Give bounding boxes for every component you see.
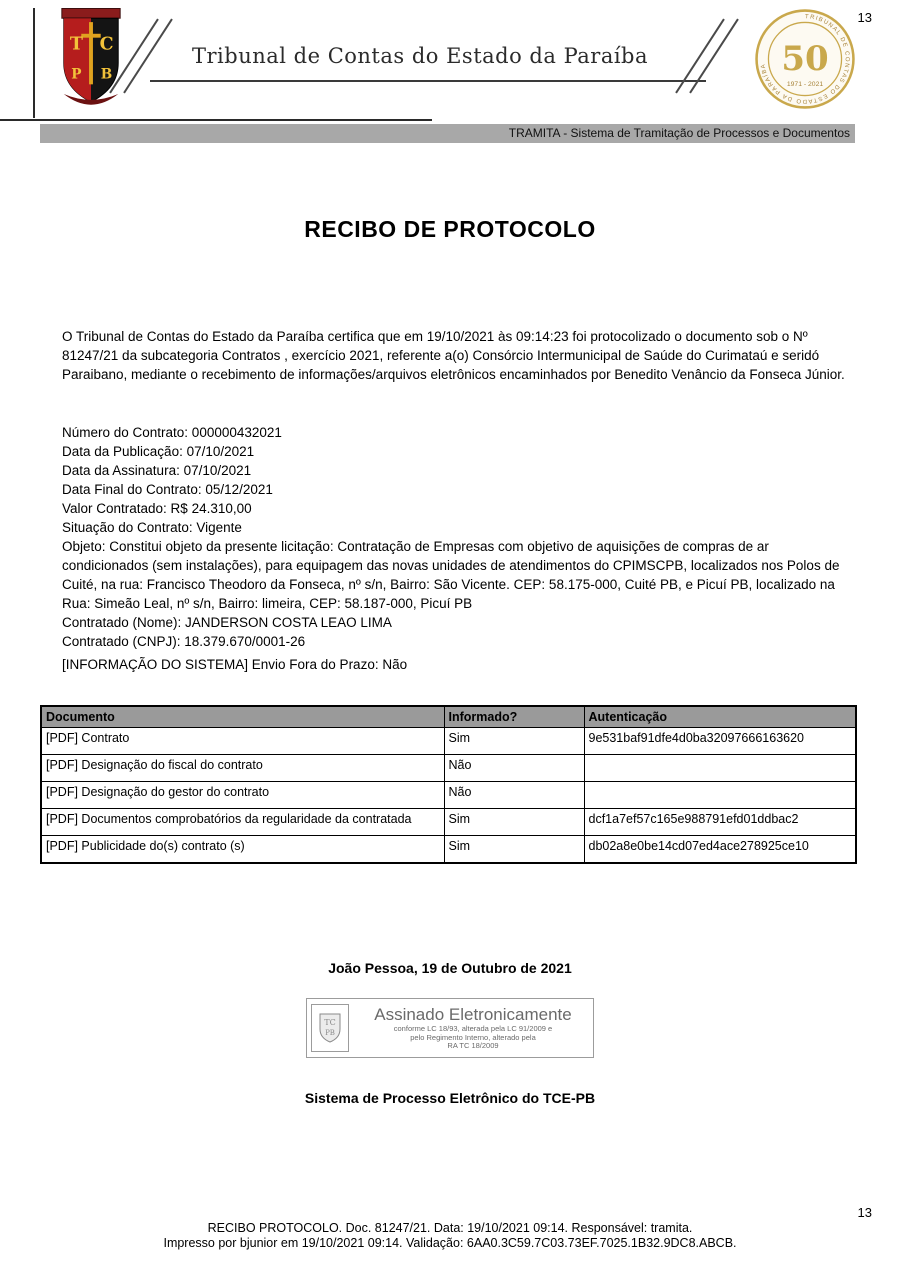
city-date-line: João Pessoa, 19 de Outubro de 2021	[328, 960, 572, 976]
document-title: RECIBO DE PROTOCOLO	[304, 216, 596, 242]
detail-line: Contratado (Nome): JANDERSON COSTA LEAO LIMA	[62, 615, 392, 630]
table-row	[41, 836, 856, 863]
anniversary-50-seal-icon	[754, 8, 856, 110]
cell-informado: Sim	[444, 728, 584, 755]
detail-line: Data da Publicação: 07/10/2021	[62, 444, 255, 459]
cell-documento: [PDF] Publicidade do(s) contrato (s)	[41, 836, 444, 863]
seal-ring-text: TRIBUNAL DE CONTAS DO ESTADO DA PARAÍBA	[760, 14, 850, 104]
cell-autenticacao: db02a8e0be14cd07ed4ace278925ce10	[584, 836, 856, 863]
svg-text:T: T	[69, 34, 83, 55]
detail-line: Número do Contrato: 000000432021	[62, 425, 282, 440]
table-row	[41, 728, 856, 755]
cell-informado: Sim	[444, 836, 584, 863]
tce-pb-crest-icon	[56, 5, 126, 117]
detail-line: Data Final do Contrato: 05/12/2021	[62, 482, 273, 497]
detail-line: Valor Contratado: R$ 24.310,00	[62, 501, 252, 516]
system-process-label: Sistema de Processo Eletrônico do TCE-PB	[304, 1090, 596, 1106]
svg-text:P: P	[71, 66, 82, 83]
table-header-row	[41, 706, 856, 728]
tramita-system-bar: TRAMITA - Sistema de Tramitação de Processos e Documentos	[40, 124, 855, 143]
footer	[0, 1221, 900, 1251]
page-number-top: 13	[857, 10, 872, 25]
cell-documento: [PDF] Documentos comprobatórios da regularidade da contratada	[41, 809, 444, 836]
detail-line: Data da Assinatura: 07/10/2021	[62, 463, 252, 478]
table-row	[41, 755, 856, 782]
footer-line-1: RECIBO PROTOCOLO. Doc. 81247/21. Data: 19/10/2021 09:14. Responsável: tramita.	[207, 1221, 693, 1235]
svg-text:TC: TC	[324, 1018, 336, 1027]
stamp-crest-icon	[318, 1012, 342, 1044]
org-name: Tribunal de Contas do Estado da Paraíba	[191, 44, 649, 68]
certification-paragraph: O Tribunal de Contas do Estado da Paraíba certifica que em 19/10/2021 às 09:14:23 foi protocolizado o documento sob o Nº 81247/21 da subcategoria Contratos , exercício 2021, referente a(o) Consórcio Intermunicipal de Saúde do Curimataú e seridó Paraibano, mediante o recebimento de informações/arquivos eletrônicos encaminhados por Benedito Venâncio da Fonseca Júnior.	[62, 329, 845, 382]
table-row	[41, 809, 856, 836]
system-info-line: [INFORMAÇÃO DO SISTEMA] Envio Fora do Prazo: Não	[62, 657, 408, 672]
col-header-autenticacao: Autenticação	[584, 706, 856, 728]
cell-autenticacao	[584, 755, 856, 782]
svg-text:B: B	[100, 66, 113, 83]
electronic-signature-stamp	[306, 998, 594, 1058]
header-rule	[150, 80, 706, 82]
stamp-legal-line: pelo Regimento Interno, alterado pela	[410, 1032, 536, 1042]
footer-line-2: Impresso por bjunior em 19/10/2021 09:14. Validação: 6AA0.3C59.7C03.73EF.7025.1B32.9DC8.ABCB.	[163, 1236, 737, 1250]
cell-documento: [PDF] Designação do fiscal do contrato	[41, 755, 444, 782]
cell-informado: Não	[444, 782, 584, 809]
cell-documento: [PDF] Designação do gestor do contrato	[41, 782, 444, 809]
page-number-bottom: 13	[857, 1205, 872, 1220]
cell-informado: Sim	[444, 809, 584, 836]
detail-line: Contratado (CNPJ): 18.379.670/0001-26	[62, 634, 306, 649]
table-row	[41, 782, 856, 809]
col-header-documento: Documento	[41, 706, 444, 728]
svg-text:PB: PB	[325, 1029, 335, 1037]
stamp-text-block	[357, 1005, 589, 1051]
left-vertical-rule	[33, 8, 35, 118]
stamp-legal-line: RA TC 18/2009	[447, 1041, 499, 1051]
cell-informado: Não	[444, 755, 584, 782]
cell-autenticacao	[584, 782, 856, 809]
stamp-crest-box	[311, 1004, 349, 1052]
stamp-legal-line: conforme LC 18/93, alterada pela LC 91/2009 e	[393, 1024, 553, 1034]
contract-details	[62, 423, 854, 651]
cell-autenticacao: 9e531baf91dfe4d0ba32097666163620	[584, 728, 856, 755]
seal-years-text: 1971 - 2021	[786, 81, 824, 89]
detail-line-objeto: Objeto: Constitui objeto da presente licitação: Contratação de Empresas com objetivo de aquisições de compras de ar condicionados (sem instalações), para equipagem das novas unidades de atendimentos do CPIMSCPB, localizados nos Polos de Cuité, na rua: Francisco Theodoro da Fonseca, nº s/n, Bairro: São Vicente. CEP: 58.175-000, Cuité PB, e Picuí PB, localizado na Rua: Simeão Leal, nº s/n, Bairro: limeira, CEP: 58.187-000, Picuí PB	[62, 539, 840, 611]
detail-line: Situação do Contrato: Vigente	[62, 520, 242, 535]
col-header-informado: Informado?	[444, 706, 584, 728]
stamp-title: Assinado Eletronicamente	[374, 1005, 572, 1025]
svg-text:C: C	[99, 34, 114, 55]
left-horizontal-rule	[0, 119, 432, 121]
cell-documento: [PDF] Contrato	[41, 728, 444, 755]
cell-autenticacao: dcf1a7ef57c165e988791efd01ddbac2	[584, 809, 856, 836]
documents-table	[40, 705, 857, 864]
seal-center-text: 50	[781, 39, 829, 80]
